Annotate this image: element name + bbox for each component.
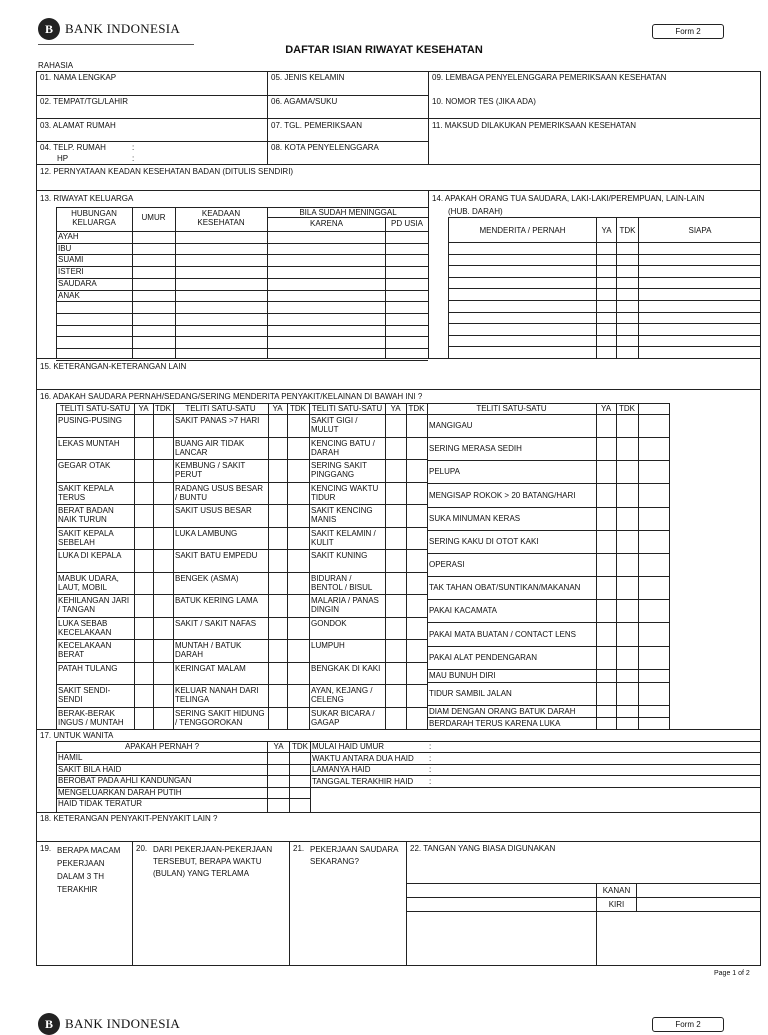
disease-no-checkbox[interactable] xyxy=(617,683,637,704)
family-row-input[interactable] xyxy=(133,279,427,289)
field-other-notes[interactable]: 15. KETERANGAN-KETERANGAN LAIN xyxy=(40,362,187,371)
disease-no-checkbox[interactable] xyxy=(154,505,172,526)
col-check: TELITI SATU-SATU xyxy=(185,404,256,413)
disease-yes-checkbox[interactable] xyxy=(597,531,615,552)
family-row-input[interactable] xyxy=(133,244,427,254)
field-address[interactable]: 03. ALAMAT RUMAH xyxy=(40,121,116,130)
disease-no-checkbox[interactable] xyxy=(154,685,172,706)
disease-label: MANGIGAU xyxy=(429,421,473,430)
disease-yes-checkbox[interactable] xyxy=(135,528,152,549)
disease-label: PAKAI ALAT PENDENGARAN xyxy=(429,653,538,662)
disease-label: SERING SAKIT PINGGANG xyxy=(311,461,367,480)
disease-label: KEHILANGAN JARI / TANGAN xyxy=(58,596,130,615)
disease-yes-checkbox[interactable] xyxy=(269,528,286,549)
parent-history-row[interactable] xyxy=(449,313,760,323)
disease-yes-checkbox[interactable] xyxy=(269,415,286,436)
disease-yes-checkbox[interactable] xyxy=(597,718,615,728)
col-deceased: BILA SUDAH MENINGGAL xyxy=(299,208,397,217)
disease-yes-checkbox[interactable] xyxy=(135,573,152,594)
disease-label: SAKIT KEPALA SEBELAH xyxy=(58,528,114,547)
disease-yes-checkbox[interactable] xyxy=(135,415,152,436)
women-yes-checkbox[interactable] xyxy=(268,776,288,785)
family-row-input[interactable] xyxy=(133,291,427,301)
col-yes: YA xyxy=(272,404,283,413)
field-city[interactable]: 08. KOTA PENYELENGGARA xyxy=(271,143,379,152)
col-check: TELITI SATU-SATU xyxy=(476,404,547,413)
colon: : xyxy=(429,765,432,775)
parent-history-row[interactable] xyxy=(449,336,760,346)
disease-label: RADANG USUS BESAR / BUNTU xyxy=(175,483,264,502)
page-title: DAFTAR ISIAN RIWAYAT KESEHATAN xyxy=(285,44,483,56)
disease-no-checkbox[interactable] xyxy=(288,528,308,549)
disease-no-checkbox[interactable] xyxy=(154,483,172,504)
disease-yes-checkbox[interactable] xyxy=(269,618,286,639)
disease-label: BENGKAK DI KAKI xyxy=(311,663,381,673)
disease-yes-checkbox[interactable] xyxy=(269,460,286,481)
field-exam-date[interactable]: 07. TGL. PEMERIKSAAN xyxy=(271,121,362,130)
field-birth[interactable]: 02. TEMPAT/TGL/LAHIR xyxy=(40,97,129,106)
women-no-checkbox[interactable] xyxy=(290,788,309,797)
disease-no-checkbox[interactable] xyxy=(288,550,308,571)
disease-yes-checkbox[interactable] xyxy=(597,461,615,482)
women-no-checkbox[interactable] xyxy=(290,776,309,785)
bank-logo xyxy=(38,18,180,40)
women-yes-checkbox[interactable] xyxy=(268,799,288,808)
bank-emblem-icon: B xyxy=(38,18,60,40)
col-no: TDK xyxy=(408,404,425,413)
women-yes-checkbox[interactable] xyxy=(268,765,288,774)
disease-label: OPERASI xyxy=(429,560,465,569)
disease-label: SUKA MINUMAN KERAS xyxy=(429,514,521,523)
disease-no-checkbox[interactable] xyxy=(288,460,308,481)
disease-label: SAKIT KUNING xyxy=(311,551,368,561)
women-title: 17. UNTUK WANITA xyxy=(40,731,114,740)
women-yes-checkbox[interactable] xyxy=(268,788,288,797)
disease-no-checkbox[interactable] xyxy=(617,706,637,716)
disease-label: KELUAR NANAH DARI TELINGA xyxy=(175,686,259,705)
disease-yes-checkbox[interactable] xyxy=(597,508,615,529)
disease-yes-checkbox[interactable] xyxy=(597,683,615,704)
disease-label: MUNTAH / BATUK DARAH xyxy=(175,641,242,660)
disease-label: SAKIT KELAMIN / KULIT xyxy=(311,528,376,547)
disease-label: LUKA LAMBUNG xyxy=(175,528,238,538)
disease-no-checkbox[interactable] xyxy=(617,554,637,575)
disease-yes-checkbox[interactable] xyxy=(135,595,152,616)
col-no: TDK xyxy=(290,404,306,413)
parent-history-row[interactable] xyxy=(449,324,760,334)
form-label-page2: Form 2 xyxy=(652,1017,724,1032)
disease-no-checkbox[interactable] xyxy=(617,718,637,728)
family-row-label: AYAH xyxy=(58,232,79,241)
disease-no-checkbox[interactable] xyxy=(154,663,172,684)
disease-label: BERDARAH TERUS KARENA LUKA xyxy=(429,718,561,728)
disease-yes-checkbox[interactable] xyxy=(135,483,152,504)
disease-label: PELUPA xyxy=(429,467,460,476)
disease-yes-checkbox[interactable] xyxy=(269,595,286,616)
col-yes: YA xyxy=(600,404,612,413)
disease-yes-checkbox[interactable] xyxy=(386,663,405,684)
disease-label: KEMBUNG / SAKIT PERUT xyxy=(175,461,246,480)
page-number: Page 1 of 2 xyxy=(714,970,750,977)
disease-no-checkbox[interactable] xyxy=(154,573,172,594)
bank-name: BANK INDONESIA xyxy=(65,21,181,36)
parent-history-row[interactable] xyxy=(449,289,760,299)
disease-label: MENGISAP ROKOK > 20 BATANG/HARI xyxy=(429,490,576,500)
disease-no-checkbox[interactable] xyxy=(154,550,172,571)
disease-yes-checkbox[interactable] xyxy=(269,505,286,526)
form-label: Form 2 xyxy=(652,24,724,39)
field-phone[interactable]: 04. TELP. RUMAH xyxy=(40,143,106,152)
disease-yes-checkbox[interactable] xyxy=(386,460,405,481)
disease-label: AYAN, KEJANG / CELENG xyxy=(311,686,373,705)
disease-yes-checkbox[interactable] xyxy=(269,640,286,661)
disease-label: BIDURAN / BENTOL / BISUL xyxy=(311,573,373,592)
disease-yes-checkbox[interactable] xyxy=(135,550,152,571)
colon: : xyxy=(429,742,432,751)
disease-label: TAK TAHAN OBAT/SUNTIKAN/MAKANAN xyxy=(429,583,581,592)
q19-number: 19. xyxy=(40,844,52,853)
women-no-checkbox[interactable] xyxy=(290,753,309,762)
disease-label: MAU BUNUH DIRI xyxy=(429,671,496,680)
menstruation-field[interactable]: TANGGAL TERAKHIR HAID xyxy=(312,777,414,787)
col-cause: KARENA xyxy=(310,219,343,228)
field-test-number[interactable]: 10. NOMOR TES (JIKA ADA) xyxy=(432,97,536,106)
disease-no-checkbox[interactable] xyxy=(617,670,637,681)
col-yes: YA xyxy=(390,404,401,413)
family-row-label: IBU xyxy=(58,243,72,253)
disease-no-checkbox[interactable] xyxy=(407,663,426,684)
disease-yes-checkbox[interactable] xyxy=(597,438,615,459)
disease-no-checkbox[interactable] xyxy=(407,550,426,571)
disease-no-checkbox[interactable] xyxy=(288,663,308,684)
field-full-name[interactable]: 01. NAMA LENGKAP xyxy=(40,73,117,82)
disease-no-checkbox[interactable] xyxy=(154,640,172,661)
col-health: KEADAAN KESEHATAN xyxy=(197,209,245,227)
colon: : xyxy=(429,777,432,787)
disease-yes-checkbox[interactable] xyxy=(269,483,286,504)
disease-label: SERING MERASA SEDIH xyxy=(429,444,522,453)
colon: : xyxy=(132,143,135,152)
col-yes: YA xyxy=(138,404,149,413)
disease-label: LUKA SEBAB KECELAKAAN xyxy=(58,618,112,637)
q21-number: 21. xyxy=(293,844,305,853)
bank-emblem-icon: B xyxy=(38,1013,60,1035)
disease-label: SAKIT BATU EMPEDU xyxy=(175,551,258,561)
col-ever: APAKAH PERNAH ? xyxy=(124,742,200,751)
women-row-label: HAID TIDAK TERATUR xyxy=(58,799,143,809)
disease-yes-checkbox[interactable] xyxy=(269,573,286,594)
disease-label: SAKIT KEPALA TERUS xyxy=(58,483,114,502)
disease-no-checkbox[interactable] xyxy=(288,595,308,616)
field-health-statement[interactable]: 12. PERNYATAAN KEADAN KESEHATAN BADAN (DITULIS SENDIRI) xyxy=(40,167,294,176)
family-row-label: SAUDARA xyxy=(58,278,97,288)
disease-no-checkbox[interactable] xyxy=(407,595,426,616)
family-row-label: ANAK xyxy=(58,290,80,300)
disease-yes-checkbox[interactable] xyxy=(597,484,615,506)
parent-history-row[interactable] xyxy=(449,266,760,276)
women-no-checkbox[interactable] xyxy=(290,799,309,808)
disease-no-checkbox[interactable] xyxy=(407,483,426,504)
disease-yes-checkbox[interactable] xyxy=(386,595,405,616)
disease-yes-checkbox[interactable] xyxy=(269,663,286,684)
disease-yes-checkbox[interactable] xyxy=(135,640,152,661)
disease-label: SUKAR BICARA / GAGAP xyxy=(311,708,375,727)
disease-label: BERAT BADAN NAIK TURUN xyxy=(58,506,114,525)
disease-label: SAKIT PANAS >7 HARI xyxy=(175,416,260,426)
q22-hand: 22. TANGAN YANG BIASA DIGUNAKAN xyxy=(410,844,556,853)
women-row-label: SAKIT BILA HAID xyxy=(58,764,122,774)
family-row-label: SUAMI xyxy=(58,255,84,265)
disease-label: SAKIT USUS BESAR xyxy=(175,506,252,516)
disease-label: MABUK UDARA, LAUT, MOBIL xyxy=(58,573,119,592)
field-other-diseases[interactable]: 18. KETERANGAN PENYAKIT-PENYAKIT LAIN ? xyxy=(40,814,218,823)
disease-label: GONDOK xyxy=(311,618,347,628)
disease-no-checkbox[interactable] xyxy=(407,505,426,526)
parent-history-row[interactable] xyxy=(449,278,760,288)
disease-no-checkbox[interactable] xyxy=(154,438,172,459)
disease-yes-checkbox[interactable] xyxy=(597,600,615,621)
disease-no-checkbox[interactable] xyxy=(617,415,637,436)
col-no: TDK xyxy=(155,404,171,413)
disease-no-checkbox[interactable] xyxy=(617,647,637,668)
disease-no-checkbox[interactable] xyxy=(617,531,637,552)
disease-no-checkbox[interactable] xyxy=(617,484,637,506)
disease-label: BENGEK (ASMA) xyxy=(175,573,239,583)
disease-label: LUKA DI KEPALA xyxy=(58,551,122,561)
menstruation-field[interactable]: LAMANYA HAID xyxy=(312,765,371,775)
right-hand-field[interactable] xyxy=(638,885,759,896)
parents-subtitle: (HUB. DARAH) xyxy=(448,207,503,216)
disease-yes-checkbox[interactable] xyxy=(386,438,405,459)
disease-no-checkbox[interactable] xyxy=(407,438,426,459)
disease-yes-checkbox[interactable] xyxy=(269,438,286,459)
col-relation: HUBUNGAN KELUARGA xyxy=(71,209,117,227)
disease-yes-checkbox[interactable] xyxy=(386,618,405,639)
disease-no-checkbox[interactable] xyxy=(407,685,426,706)
disease-label: SAKIT SENDI-SENDI xyxy=(58,686,111,705)
disease-yes-checkbox[interactable] xyxy=(386,483,405,504)
colon: : xyxy=(429,753,432,763)
disease-yes-checkbox[interactable] xyxy=(135,460,152,481)
disease-yes-checkbox[interactable] xyxy=(386,528,405,549)
col-age: UMUR xyxy=(141,213,166,222)
disease-no-checkbox[interactable] xyxy=(288,483,308,504)
family-row-input[interactable] xyxy=(133,255,427,265)
disease-no-checkbox[interactable] xyxy=(407,573,426,594)
disease-no-checkbox[interactable] xyxy=(154,415,172,436)
disease-yes-checkbox[interactable] xyxy=(135,505,152,526)
disease-no-checkbox[interactable] xyxy=(407,640,426,661)
field-religion[interactable]: 06. AGAMA/SUKU xyxy=(271,97,338,106)
disease-yes-checkbox[interactable] xyxy=(386,708,405,729)
disease-label: LUMPUH xyxy=(311,641,345,651)
disease-yes-checkbox[interactable] xyxy=(597,577,615,598)
col-yes: YA xyxy=(601,226,612,235)
disease-no-checkbox[interactable] xyxy=(617,623,637,645)
disease-yes-checkbox[interactable] xyxy=(135,663,152,684)
disease-yes-checkbox[interactable] xyxy=(135,685,152,706)
family-row-label: ISTERI xyxy=(58,267,84,277)
disease-no-checkbox[interactable] xyxy=(617,577,637,598)
q19-jobs-count[interactable]: BERAPA MACAM PEKERJAAN DALAM 3 TH TERAKHIR xyxy=(57,846,121,894)
disease-no-checkbox[interactable] xyxy=(617,600,637,621)
disease-no-checkbox[interactable] xyxy=(288,708,308,729)
field-gender[interactable]: 05. JENIS KELAMIN xyxy=(271,73,345,82)
disease-no-checkbox[interactable] xyxy=(154,618,172,639)
disease-no-checkbox[interactable] xyxy=(407,415,426,436)
disease-yes-checkbox[interactable] xyxy=(135,438,152,459)
col-check: TELITI SATU-SATU xyxy=(59,404,131,413)
disease-yes-checkbox[interactable] xyxy=(597,706,615,716)
disease-label: PUSING-PUSING xyxy=(58,416,123,426)
disease-label: TIDUR SAMBIL JALAN xyxy=(429,689,512,698)
diseases-question: 16. ADAKAH SAUDARA PERNAH/SEDANG/SERING MENDERITA PENYAKIT/KELAINAN DI BAWAH INI ? xyxy=(40,392,423,401)
disease-label: PAKAI KACAMATA xyxy=(429,606,498,615)
parent-history-row[interactable] xyxy=(449,255,760,265)
field-institution[interactable]: 09. LEMBAGA PENYELENGGARA PEMERIKSAAN KESEHATAN xyxy=(432,73,667,82)
menstruation-field[interactable]: MULAI HAID UMUR xyxy=(312,742,385,751)
disease-yes-checkbox[interactable] xyxy=(597,670,615,681)
disease-no-checkbox[interactable] xyxy=(154,460,172,481)
disease-yes-checkbox[interactable] xyxy=(597,554,615,575)
disease-yes-checkbox[interactable] xyxy=(386,505,405,526)
disease-no-checkbox[interactable] xyxy=(288,438,308,459)
disease-no-checkbox[interactable] xyxy=(407,708,426,729)
disease-no-checkbox[interactable] xyxy=(407,460,426,481)
disease-label: BERAK-BERAK INGUS / MUNTAH xyxy=(58,708,124,727)
disease-label: PAKAI MATA BUATAN / CONTACT LENS xyxy=(429,629,576,639)
disease-yes-checkbox[interactable] xyxy=(386,550,405,571)
disease-no-checkbox[interactable] xyxy=(154,708,172,729)
disease-yes-checkbox[interactable] xyxy=(597,415,615,436)
field-exam-purpose[interactable]: 11. MAKSUD DILAKUKAN PEMERIKSAAN KESEHATAN xyxy=(432,121,637,130)
q20-number: 20. xyxy=(136,844,148,853)
disease-label: KECELAKAAN BERAT xyxy=(58,641,112,660)
disease-label: SERING KAKU DI OTOT KAKI xyxy=(429,537,539,546)
women-row-label: MENGELUARKAN DARAH PUTIH xyxy=(58,787,182,797)
disease-label: GEGAR OTAK xyxy=(58,461,111,471)
disease-no-checkbox[interactable] xyxy=(407,528,426,549)
colon: : xyxy=(132,154,135,163)
disease-no-checkbox[interactable] xyxy=(617,461,637,482)
col-no: TDK xyxy=(619,226,636,235)
disease-yes-checkbox[interactable] xyxy=(269,685,286,706)
disease-label: DIAM DENGAN ORANG BATUK DARAH xyxy=(429,706,576,716)
disease-label: BUANG AIR TIDAK LANCAR xyxy=(175,438,245,457)
disease-label: KERINGAT MALAM xyxy=(175,663,246,673)
q21-current-job[interactable]: PEKERJAAN SAUDARA SEKARANG? xyxy=(310,845,399,866)
disease-yes-checkbox[interactable] xyxy=(386,415,405,436)
disease-yes-checkbox[interactable] xyxy=(386,573,405,594)
col-check: TELITI SATU-SATU xyxy=(311,404,383,413)
disease-yes-checkbox[interactable] xyxy=(597,647,615,668)
disease-no-checkbox[interactable] xyxy=(288,618,308,639)
disease-label: LEKAS MUNTAH xyxy=(58,438,120,448)
parent-history-row[interactable] xyxy=(449,243,760,253)
parent-history-row[interactable] xyxy=(449,301,760,311)
disease-yes-checkbox[interactable] xyxy=(597,623,615,645)
disease-no-checkbox[interactable] xyxy=(288,685,308,706)
disease-label: PATAH TULANG xyxy=(58,663,118,673)
col-yes: YA xyxy=(273,742,284,751)
family-row-input[interactable] xyxy=(133,232,427,242)
left-hand-field[interactable] xyxy=(638,899,759,910)
disease-no-checkbox[interactable] xyxy=(288,640,308,661)
col-age-died: PD USIA xyxy=(390,219,423,228)
left-hand-label: KIRI xyxy=(608,900,625,909)
disease-label: MALARIA / PANAS DINGIN xyxy=(311,596,379,615)
disease-label: KENCING WAKTU TIDUR xyxy=(311,483,379,502)
disease-no-checkbox[interactable] xyxy=(407,618,426,639)
disease-no-checkbox[interactable] xyxy=(154,595,172,616)
col-who: SIAPA xyxy=(688,226,712,235)
parents-question: 14. APAKAH ORANG TUA SAUDARA, LAKI-LAKI/PEREMPUAN, LAIN-LAIN xyxy=(432,194,705,203)
women-no-checkbox[interactable] xyxy=(290,765,309,774)
disease-yes-checkbox[interactable] xyxy=(135,618,152,639)
disease-label: KENCING BATU / DARAH xyxy=(311,438,375,457)
disease-yes-checkbox[interactable] xyxy=(269,708,286,729)
family-history-title: 13. RIWAYAT KELUARGA xyxy=(40,194,134,203)
menstruation-field[interactable]: WAKTU ANTARA DUA HAID xyxy=(312,753,414,763)
women-yes-checkbox[interactable] xyxy=(268,753,288,762)
disease-label: BATUK KERING LAMA xyxy=(175,596,258,606)
bank-name: BANK INDONESIA xyxy=(65,1016,181,1031)
field-hp[interactable]: HP xyxy=(57,154,69,163)
col-no: TDK xyxy=(292,742,308,751)
disease-no-checkbox[interactable] xyxy=(288,505,308,526)
disease-label: SAKIT GIGI / MULUT xyxy=(311,416,358,435)
disease-no-checkbox[interactable] xyxy=(617,508,637,529)
disease-yes-checkbox[interactable] xyxy=(135,708,152,729)
q20-longest-job[interactable]: DARI PEKERJAAN-PEKERJAAN TERSEBUT, BERAPA WAKTU (BULAN) YANG TERLAMA xyxy=(153,845,273,878)
family-row-input[interactable] xyxy=(133,267,427,277)
disease-yes-checkbox[interactable] xyxy=(269,550,286,571)
disease-yes-checkbox[interactable] xyxy=(386,685,405,706)
women-row-label: HAMIL xyxy=(58,753,83,762)
disease-label: SAKIT KENCING MANIS xyxy=(311,506,373,525)
disease-no-checkbox[interactable] xyxy=(154,528,172,549)
disease-no-checkbox[interactable] xyxy=(288,415,308,436)
disease-label: SAKIT / SAKIT NAFAS xyxy=(175,618,257,628)
confidential-label: RAHASIA xyxy=(38,61,74,70)
women-row-label: BEROBAT PADA AHLI KANDUNGAN xyxy=(58,776,192,786)
col-no: TDK xyxy=(619,404,635,413)
disease-label: SERING SAKIT HIDUNG / TENGGOROKAN xyxy=(175,708,265,727)
right-hand-label: KANAN xyxy=(602,886,631,895)
col-disease: MENDERITA / PERNAH xyxy=(479,226,566,235)
disease-no-checkbox[interactable] xyxy=(617,438,637,459)
bank-logo-page2 xyxy=(38,1013,180,1035)
disease-yes-checkbox[interactable] xyxy=(386,640,405,661)
disease-no-checkbox[interactable] xyxy=(288,573,308,594)
